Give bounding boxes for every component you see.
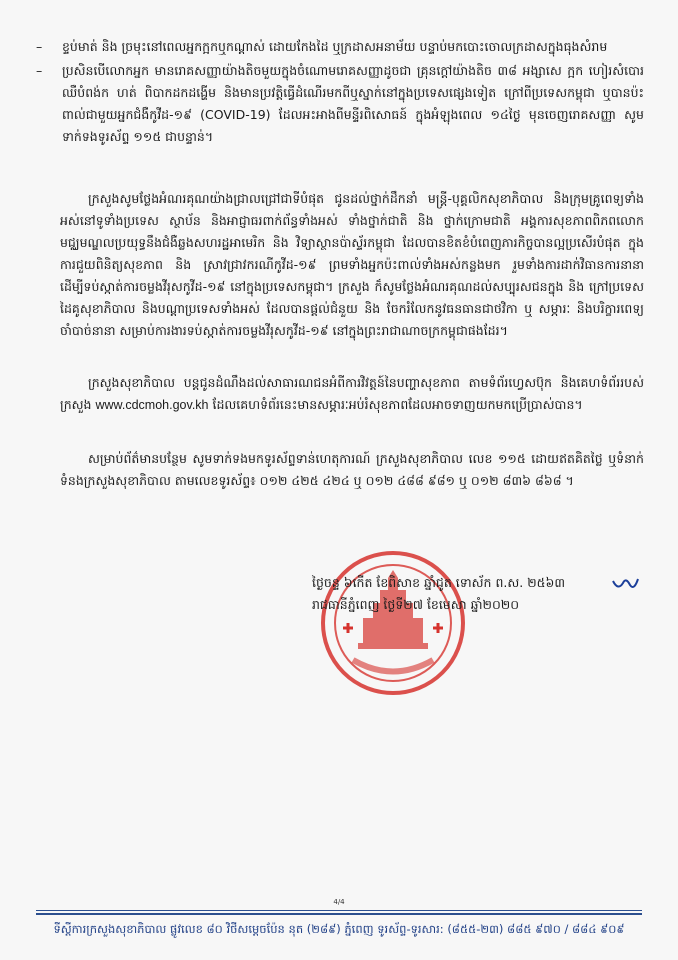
- website-link[interactable]: www.cdcmoh.gov.kh: [95, 398, 209, 412]
- ministry-seal-stamp: [318, 548, 468, 698]
- bullet-item: [32, 36, 644, 58]
- website-paragraph: [60, 372, 644, 416]
- bullet-list: [32, 36, 644, 150]
- footer-divider: [36, 913, 642, 915]
- acknowledgement-paragraph: ក្រសួងសូមថ្លែងអំណរគុណយ៉ាងជ្រាលជ្រៅជាទីបំផុត ជូនដល់ថ្នាក់ដឹកនាំ មន្ត្រី-បុគ្គលិកសុខាភិបាល និងក្រុមគ្រូពេទ្យទាំងអស់នៅទូទាំងប្រទេស ស្ថាប័ន និងអាជ្ញាធរពាក់ព័ន្ធទាំងអស់ ទាំងថ្នាក់ជាតិ និង ថ្នាក់ក្រោមជាតិ អង្គការសុខភាពពិភពលោក មជ្ឈមណ្ឌលប្រយុទ្ធនឹងជំងឺឆ្លងសហរដ្ឋអាមេរិក និង វិទ្យាស្ថានប៉ាស្ទ័រកម្ពុជា ដែលបានខិតខំបំពេញភារកិច្ចបានល្អប្រសើរបំផុត ក្នុងការជួយពិនិត្យសុខភាព និង ស្រាវជ្រាវករណីកូវីដ-១៩ ព្រមទាំងអ្នកប៉ះពាល់ទាំងអស់កន្លងមក រួមទាំងការដាក់វិធានការនានា ដើម្បីទប់ស្កាត់ការចម្លងវីរុសកូវីដ-១៩ នៅក្នុងប្រទេសកម្ពុជា។ ក្រសួង ក៏សូមថ្លែងអំណរគុណដល់សប្បុរសជនក្នុង និង ក្រៅប្រទេស ដៃគូសុខាភិបាល និងបណ្ដាប្រទេសទាំងអស់ ដែលបានផ្ដល់ជំនួយ និង ចែករំលែកនូវធនធានជាថវិកា ឬ សម្ភារៈ និងបរិក្ខារពេទ្យចាំបាច់នានា សម្រាប់ការងារទប់ស្កាត់ការចម្លងវីរុសកូវីដ-១៩ នៅក្នុងព្រះរាជាណាចក្រកម្ពុជាផងដែរ។: [60, 191, 644, 338]
- date-block: [312, 572, 642, 616]
- bullet-item: [32, 60, 644, 148]
- lunar-date-line: ថ្ងៃចន្ទ ៦កើត ខែពិសាខ ឆ្នាំជូត ទោស័ក ព.ស. ២៥៦៣: [312, 575, 566, 590]
- bullet-text: ប្រសិនបើលោកអ្នក មានរោគសញ្ញាយ៉ាងតិចមួយក្នុងចំណោមរោគសញ្ញាដូចជា គ្រុនក្ដៅយ៉ាងតិច ៣៨ អង្សាសេ ក្អក ហៀរសំបោរ ឈឺបំពង់ក ហត់ ពិបាកដកដង្ហើម និងមានប្រវត្តិធ្វើដំណើរមកពីឬស្នាក់នៅក្នុងប្រទេសផ្សេងទៀត ក្រៅពីប្រទេសកម្ពុជា ឬបានប៉ះពាល់ជាមួយអ្នកជំងឺកូវីដ-១៩ (COVID-19) ដែលអះអាងពីមន្ទីរពិសោធន៍ ក្នុងអំឡុងពេល ១៤ថ្ងៃ មុនចេញរោគសញ្ញា សូមទាក់ទងទូរស័ព្ទ ១១៥ ជាបន្ទាន់។: [62, 63, 644, 144]
- bullet-dash: –: [36, 63, 43, 78]
- footer-divider: [36, 910, 642, 911]
- website-paragraph-tail: ដែលគេហទំព័រនេះមានសម្ភារៈអប់រំសុខភាពដែលអាចទាញយកមកប្រើប្រាស់បាន។: [212, 397, 583, 412]
- bullet-dash: –: [36, 39, 43, 54]
- solar-date-line: រាជធានីភ្នំពេញ ថ្ងៃទី២៧ ខែមេសា ឆ្នាំ២០២០: [312, 597, 520, 612]
- website-paragraph-text: ក្រសួងសុខាភិបាល បន្តជូនដំណឹងដល់សាធារណជនអំពីការវិវត្តន៍នៃបញ្ហាសុខភាព តាមទំព័រហ្វេសប៊ុក និងគេហទំព័ររបស់ក្រសួង: [60, 375, 644, 412]
- page-number: 4/4: [333, 898, 345, 906]
- signature-mark: [610, 573, 640, 593]
- bullet-text: ខ្ទប់មាត់ និង ច្រមុះនៅពេលអ្នកក្អកឬកណ្ដាស់ ដោយកែងដៃ ឬក្រដាសអនាម័យ បន្ទាប់មកបោះចោលក្រដាសក្នុងធុងសំរាម: [62, 39, 608, 54]
- footer-address: ទីស្តីការក្រសួងសុខាភិបាល ផ្លូវលេខ ៨០ វិថីសម្តេចប៉ែន នុត (២៨៩) ភ្នំពេញ ទូរស័ព្ទ-ទូរសារ: (៨៥៥-២៣) ៨៨៥ ៩៧០ / ៨៨៤ ៩០៩: [53, 922, 625, 936]
- contact-paragraph: សម្រាប់ព័ត៌មានបន្ថែម សូមទាក់ទងមកទូរស័ព្ទទាន់ហេតុការណ៍ ក្រសួងសុខាភិបាល លេខ ១១៥ ដោយឥតគិតថ្លៃ ឬទំនាក់ទំនងក្រសួងសុខាភិបាល តាមលេខទូរស័ព្ទ៖ ០១២ ៤២៥ ៤២៤ ឬ ០១២ ៤៨៨ ៩៨១ ឬ ០១២ ៨៣៦ ៨៦៨ ។: [60, 451, 644, 488]
